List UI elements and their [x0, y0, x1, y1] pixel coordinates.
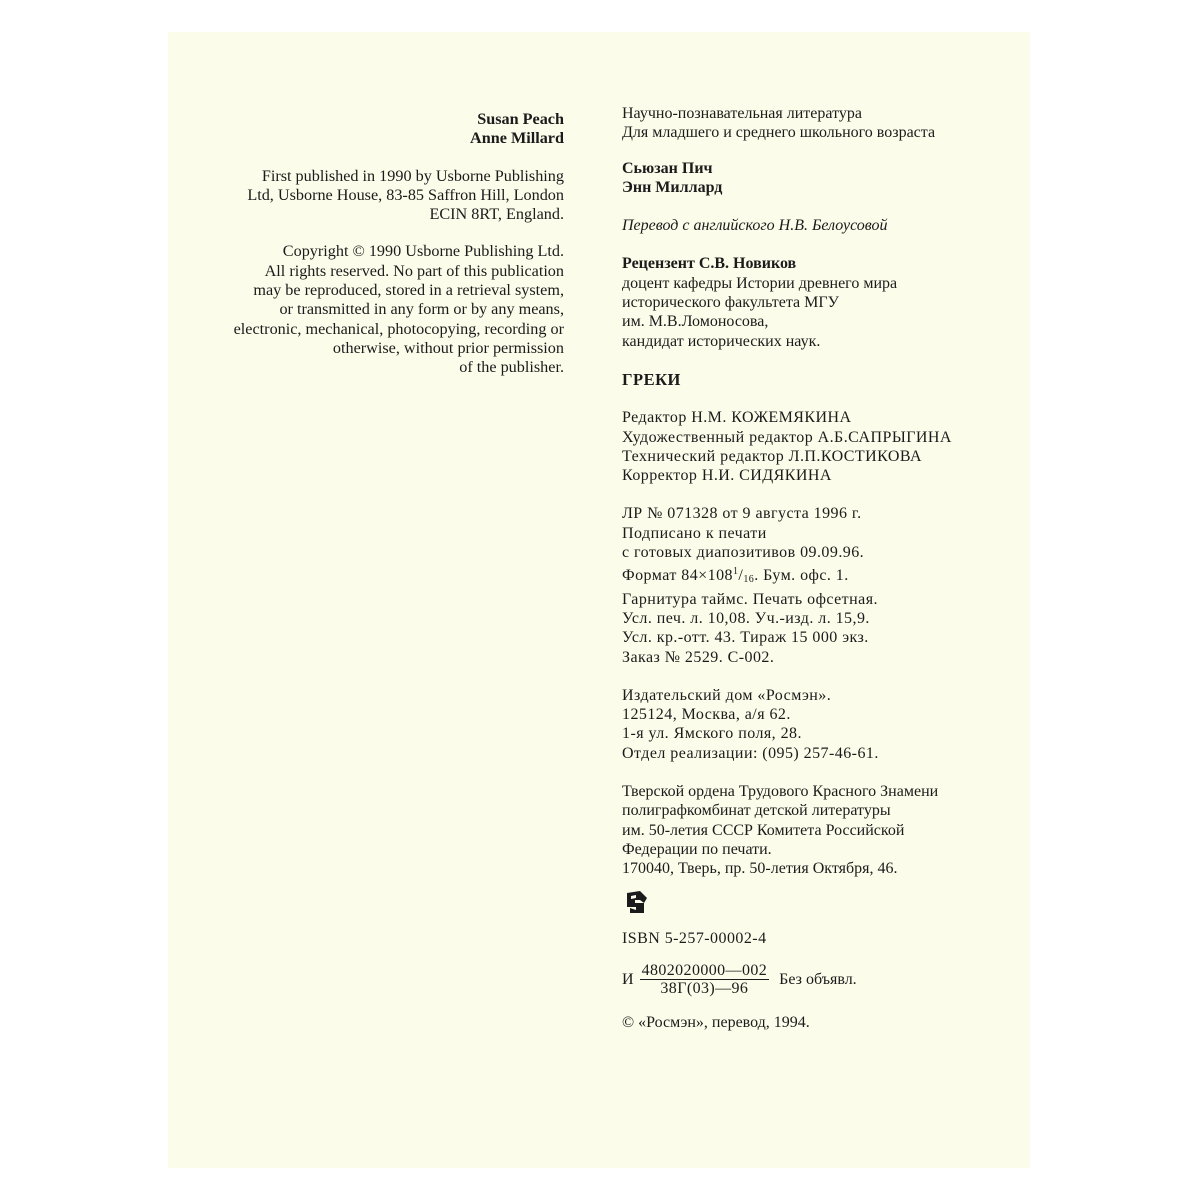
format-subscript: 16: [743, 574, 755, 586]
publication-note: First published in 1990 by Usborne Publishing: [261, 166, 564, 185]
rights-notice: may be reproduced, stored in a retrieval system,: [253, 281, 564, 300]
code-prefix: И: [622, 970, 634, 988]
reviewer-detail: доцент кафедры Истории древнего мира: [622, 274, 898, 292]
genre-line: Для младшего и среднего школьного возраста: [622, 124, 936, 142]
editor-credit: Корректор Н.И. СИДЯКИНА: [622, 467, 832, 485]
isbn: ISBN 5-257-00002-4: [622, 929, 767, 947]
translation-credit: Перевод с английского Н.В. Белоусовой: [622, 217, 888, 235]
editor-credit: Технический редактор Л.П.КОСТИКОВА: [622, 447, 922, 465]
code-denominator: 38Г(03)—96: [660, 979, 749, 997]
publisher-line: Отдел реализации: (095) 257-46-61.: [622, 744, 879, 762]
print-spec: Заказ № 2529. С-002.: [622, 648, 775, 666]
print-spec: Подписано к печати: [622, 524, 767, 542]
catalog-code: [622, 962, 1042, 997]
rights-notice: or transmitted in any form or by any means,: [279, 300, 564, 319]
printer-line: Федерации по печати.: [622, 840, 772, 858]
reviewer-detail: исторического факультета МГУ: [622, 294, 839, 312]
print-spec: Усл. кр.-отт. 43. Тираж 15 000 экз.: [622, 629, 869, 647]
author-name: Susan Peach: [477, 110, 564, 128]
format-prefix: Формат 84×108: [622, 567, 733, 585]
reviewer-detail: кандидат исторических наук.: [622, 332, 821, 350]
publication-note: Ltd, Usborne House, 83-85 Saffron Hill, London: [247, 185, 564, 204]
publisher-logo-icon: [624, 889, 650, 915]
genre-line: Научно-познавательная литература: [622, 105, 862, 122]
format-slash: /: [738, 567, 744, 585]
reviewer-name: Рецензент С.В. Новиков: [622, 255, 797, 273]
print-spec: с готовых диапозитивов 09.09.96.: [622, 544, 865, 562]
translation-copyright: © «Росмэн», перевод, 1994.: [622, 1013, 810, 1031]
publication-note: ECIN 8RT, England.: [429, 205, 564, 224]
rights-notice: otherwise, without prior permission: [332, 338, 564, 357]
printer-line: полиграфкомбинат детской литературы: [622, 802, 891, 820]
print-spec: Гарнитура таймс. Печать офсетная.: [622, 590, 878, 608]
format-suffix: . Бум. офс. 1.: [754, 567, 849, 585]
printer-line: им. 50-летия СССР Комитета Российской: [622, 821, 905, 839]
author-name-ru: Сьюзан Пич: [622, 159, 713, 177]
publisher-line: 125124, Москва, а/я 62.: [622, 706, 791, 724]
print-spec: Усл. печ. л. 10,08. Уч.-изд. л. 15,9.: [622, 609, 870, 627]
book-title: ГРЕКИ: [622, 369, 681, 389]
book-imprint-page: [168, 32, 1030, 1168]
editor-credit: Редактор Н.М. КОЖЕМЯКИНА: [622, 409, 852, 427]
editor-credit: Художественный редактор А.Б.САПРЫГИНА: [622, 428, 952, 446]
publisher-line: 1-я ул. Ямского поля, 28.: [622, 725, 802, 743]
rights-notice: Copyright © 1990 Usborne Publishing Ltd.: [282, 242, 564, 261]
code-numerator: 4802020000—002: [641, 961, 768, 979]
rights-notice: All rights reserved. No part of this publication: [264, 261, 564, 280]
rights-notice: electronic, mechanical, photocopying, recording or: [233, 319, 564, 338]
printer-line: 170040, Тверь, пр. 50-летия Октября, 46.: [622, 860, 898, 878]
rights-notice: of the publisher.: [459, 358, 564, 377]
code-suffix: Без объявл.: [779, 970, 857, 988]
print-spec: ЛР № 071328 от 9 августа 1996 г.: [622, 505, 862, 523]
print-spec-format: [622, 562, 1042, 589]
english-credits: [168, 110, 564, 378]
reviewer-detail: им. М.В.Ломоносова,: [622, 313, 769, 331]
code-fraction: [640, 962, 770, 997]
publisher-line: Издательский дом «Росмэн».: [622, 686, 832, 704]
printer-line: Тверской ордена Трудового Красного Знамени: [622, 783, 939, 801]
russian-imprint: [622, 104, 1042, 1032]
author-name: Anne Millard: [470, 129, 564, 148]
format-superscript: 1: [732, 566, 739, 578]
author-name-ru: Энн Миллард: [622, 178, 723, 196]
